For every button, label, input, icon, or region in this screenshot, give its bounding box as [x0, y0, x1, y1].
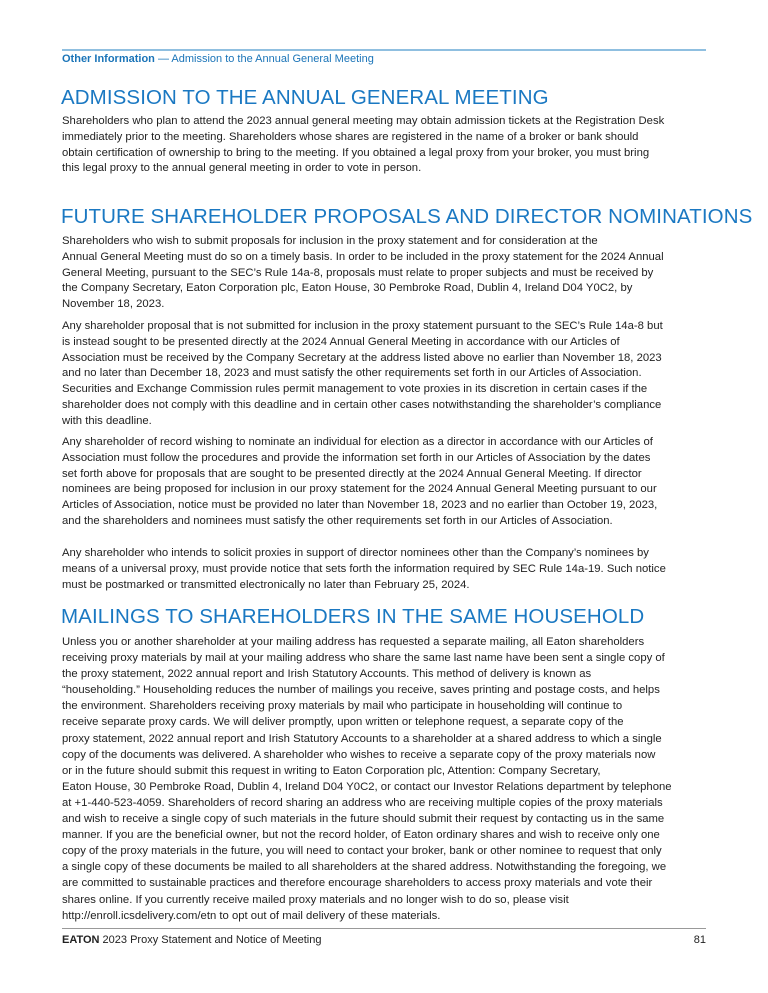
text-line: http://enroll.icsdelivery.com/etn to opt out of mail delivery of these materials. [62, 909, 441, 922]
text-line: Articles of Association, notice must be provided no later than November 18, 2023 and no earlier than October 19, 2023, [62, 499, 658, 511]
text-line: Any shareholder who intends to solicit proxies in support of director nominees other than the Company’s nominees by [62, 547, 649, 559]
text-line: or in the future should submit this request in writing to Eaton Corporation plc, Attention: Company Secretary, [62, 764, 601, 777]
text-line: must be postmarked or transmitted electronically no later than February 25, 2024. [62, 578, 470, 591]
text-line: manner. If you are the beneficial owner, but not the record holder, of Eaton ordinary shares and wish to receive only one [62, 829, 660, 842]
text-line: General Meeting, pursuant to the SEC’s Rule 14a-8, proposals must relate to proper subjects and must be received by [62, 266, 654, 279]
running-header-separator: — [154, 53, 172, 65]
text-line: and the shareholders and nominees must satisfy the other requirements set forth in our Articles of Association. [62, 514, 613, 527]
heading-mailings: MAILINGS TO SHAREHOLDERS IN THE SAME HOUSEHOLD [61, 605, 645, 628]
text-line: a single copy of these documents be mailed to all shareholders at the shared address. Notwithstanding the foregoing, we [62, 861, 667, 874]
text-line: Shareholders who wish to submit proposals for inclusion in the proxy statement and for consideration at the [62, 235, 598, 247]
footer-rule [62, 928, 706, 929]
text-line: receiving proxy materials by mail at your mailing address who share the same last name have been sent a single copy of [62, 652, 665, 665]
footer-brand: EATON [62, 934, 100, 946]
paragraph [62, 234, 664, 313]
paragraph [62, 634, 672, 924]
footer [62, 934, 321, 946]
text-line: copy of the documents was delivered. A shareholder who wishes to receive a separate copy of the proxy materials now [62, 748, 656, 761]
text-line: “householding.” Householding reduces the number of mailings you receive, saves printing and postage costs, and helps [62, 684, 660, 697]
text-line: Shareholders who plan to attend the 2023 annual general meeting may obtain admission tickets at the Registration Desk [62, 115, 665, 127]
paragraph [62, 546, 666, 593]
text-line: the environment. Shareholders receiving proxy materials by mail who participate in householding will continue to [62, 700, 623, 713]
footer-title: 2023 Proxy Statement and Notice of Meeting [99, 934, 322, 946]
text-line: Annual General Meeting must do so on a timely basis. In order to be included in the proxy statement for the 2024 Annual [62, 250, 664, 263]
running-header-topic: Admission to the Annual General Meeting [171, 53, 374, 65]
text-line: proxy statement, 2022 annual report and Irish Statutory Accounts to a shareholder at a shared address to which a single [62, 732, 662, 745]
running-header [62, 53, 374, 65]
header-rule [62, 49, 706, 51]
text-line: shares online. If you currently receive mailed proxy materials and no longer wish to do so, please visit [62, 893, 569, 906]
heading-future-proposals: FUTURE SHAREHOLDER PROPOSALS AND DIRECTOR NOMINATIONS [61, 205, 753, 228]
text-line: the proxy statement, 2022 annual report and Irish Statutory Accounts. This method of delivery is known as [62, 668, 592, 681]
text-line: Association must follow the procedures and provide the information set forth in our Articles of Association by the dates [62, 451, 651, 464]
text-line: Any shareholder of record wishing to nominate an individual for election as a director in accordance with our Articles of [62, 436, 653, 448]
text-line: immediately prior to the meeting. Shareholders whose shares are registered in the name of a broker or bank should [62, 130, 639, 143]
running-header-section: Other Information [62, 53, 155, 65]
paragraph [62, 319, 663, 429]
text-line: November 18, 2023. [62, 298, 165, 310]
text-line: Eaton House, 30 Pembroke Road, Dublin 4, Ireland D04 Y0C2, or contact our Investor Relations department by telephone [62, 780, 672, 793]
text-line: copy of the proxy materials in the future, you will need to contact your broker, bank or other nominee to request that only [62, 845, 662, 858]
text-line: Association must be received by the Company Secretary at the address listed above no earlier than November 18, 2023 [62, 351, 662, 364]
text-line: the Company Secretary, Eaton Corporation plc, Eaton House, 30 Pembroke Road, Dublin 4, Ireland D04 Y0C2, by [62, 282, 633, 295]
paragraph [62, 435, 657, 530]
text-line: at +1-440-523-4059. Shareholders of record sharing an address who are receiving multiple copies of the proxy materials [62, 796, 663, 809]
text-line: and wish to receive a single copy of such materials in the future should submit their request by contacting us in the same [62, 813, 665, 826]
text-line: Any shareholder proposal that is not submitted for inclusion in the proxy statement pursuant to the SEC’s Rule 14a-8 but [62, 320, 663, 332]
text-line: shareholder does not comply with this deadline and in certain other cases notwithstanding the shareholder’s compliance [62, 398, 662, 411]
text-line: with this deadline. [62, 414, 152, 427]
text-line: Unless you or another shareholder at your mailing address has requested a separate mailing, all Eaton shareholders [62, 636, 645, 648]
text-line: receive separate proxy cards. We will deliver promptly, upon written or telephone request, a separate copy of the [62, 716, 624, 729]
text-line: is instead sought to be presented directly at the 2024 Annual General Meeting in accordance with our Articles of [62, 335, 620, 348]
paragraph [62, 114, 664, 177]
page-number: 81 [693, 934, 706, 946]
heading-admission: ADMISSION TO THE ANNUAL GENERAL MEETING [61, 86, 549, 109]
text-line: set forth above for proposals that are sought to be presented directly at the 2024 Annual General Meeting. If director [62, 467, 642, 480]
text-line: means of a universal proxy, must provide notice that sets forth the information required by SEC Rule 14a-19. Such notice [62, 562, 666, 575]
text-line: nominees are being proposed for inclusion in our proxy statement for the 2024 Annual General Meeting pursuant to our [62, 483, 657, 496]
text-line: are committed to sustainable practices and therefore encourage shareholders to access proxy materials and vote their [62, 877, 653, 890]
text-line: Securities and Exchange Commission rules permit management to vote proxies in its discretion in certain cases if the [62, 383, 648, 395]
text-line: this legal proxy to the annual general meeting in order to vote in person. [62, 162, 422, 175]
text-line: and no later than December 18, 2023 and must satisfy the other requirements set forth in our Articles of Association. [62, 367, 642, 380]
text-line: obtain certification of ownership to bring to the meeting. If you obtained a legal proxy from your broker, you must bring [62, 146, 650, 159]
